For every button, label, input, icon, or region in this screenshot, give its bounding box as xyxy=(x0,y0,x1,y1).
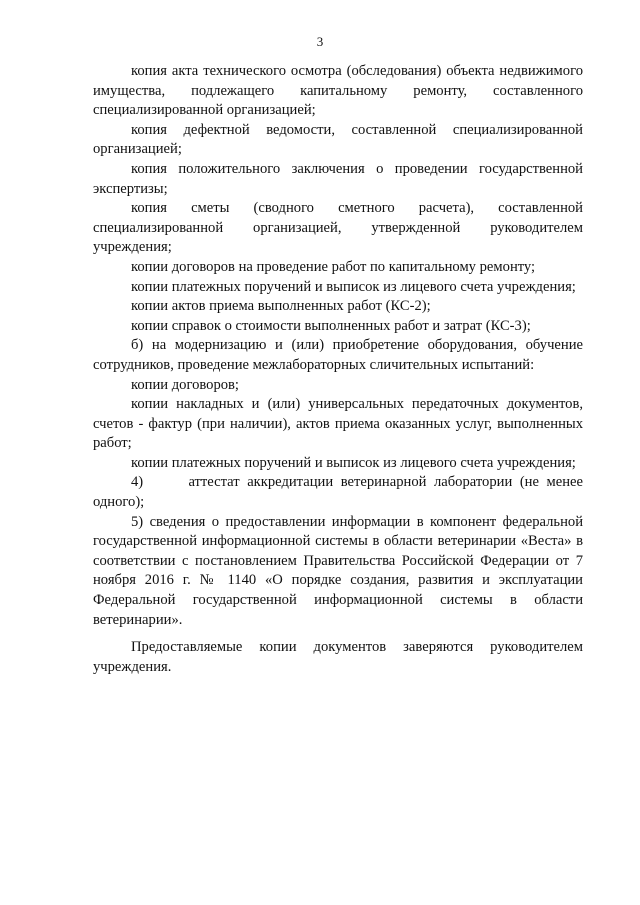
paragraph-accreditation: 4) аттестат аккредитации ветеринарной лаборатории (не менее одного); xyxy=(93,474,587,511)
paragraph-payment-orders-2: копии платежных поручений и выписок из лицевого счета учреждения; xyxy=(131,454,576,471)
paragraph-expertise-conclusion: копия положительного заключения о проведении государственной экспертизы; xyxy=(93,160,583,197)
paragraph-certification-note: Предоставляемые копии документов заверяются руководителем учреждения. xyxy=(93,639,583,675)
paragraph-repair-contracts: копии договоров на проведение работ по капитальному ремонту; xyxy=(131,258,536,275)
paragraph-ks2-acts: копии актов приема выполненных работ (КС-2); xyxy=(131,298,431,315)
document-body xyxy=(93,62,587,677)
paragraph-modernization-heading: б) на модернизацию и (или) приобретение оборудования, обучение сотрудников, проведение межлабораторных сличительных испытаний: xyxy=(93,337,583,373)
page-number: 3 xyxy=(316,34,324,49)
paragraph-estimate: копия сметы (сводного сметного расчета), составленной специализированной организацией, утвержденной руководителем учреждения; xyxy=(93,200,583,256)
paragraph-ks3-certificates: копии справок о стоимости выполненных работ и затрат (КС-3); xyxy=(131,317,531,334)
paragraph-contracts: копии договоров; xyxy=(131,376,239,393)
paragraph-payment-orders: копии платежных поручений и выписок из лицевого счета учреждения; xyxy=(131,278,576,295)
paragraph-vesta-info: 5) сведения о предоставлении информации в компонент федеральной государственной информационной системы в области ветеринарии «Веста» в соответствии с постановлением Правительства Российской Федерации от 7 ноября 2016 г. № 1140 «О порядке создания, развития и эксплуатации Федеральной государственной информационной системы в области ветеринарии». xyxy=(93,513,583,628)
paragraph-invoices: копии накладных и (или) универсальных передаточных документов, счетов - фактур (при наличии), актов приема оказанных услуг, выполненных работ; xyxy=(93,396,583,452)
paragraph-defect-statement: копия дефектной ведомости, составленной специализированной организацией; xyxy=(93,121,583,158)
paragraph-technical-inspection-act: копия акта технического осмотра (обследования) объекта недвижимого имущества, подлежащего капитальному ремонту, составленного специализированной организацией; xyxy=(93,63,583,119)
